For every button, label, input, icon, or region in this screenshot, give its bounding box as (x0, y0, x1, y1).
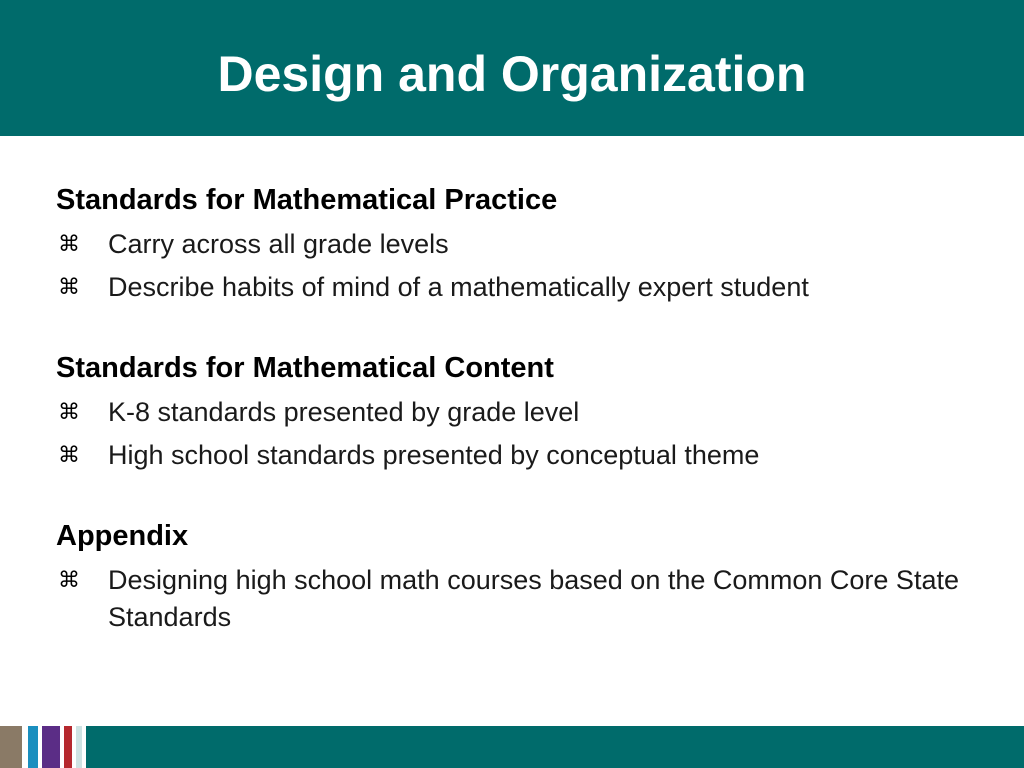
command-bullet-icon: ⌘ (58, 400, 80, 425)
decorative-stripe (28, 726, 38, 768)
bullet-text: Describe habits of mind of a mathematically expert student (108, 272, 809, 302)
command-bullet-icon: ⌘ (58, 275, 80, 300)
section-content (56, 348, 976, 474)
bullet-item (56, 394, 976, 431)
bullet-item (56, 437, 976, 474)
section-heading: Standards for Mathematical Practice (56, 184, 558, 216)
command-bullet-icon: ⌘ (58, 568, 80, 593)
decorative-stripe (42, 726, 60, 768)
section-practice (56, 180, 976, 306)
section-heading: Appendix (56, 520, 189, 552)
decorative-stripe (82, 726, 86, 768)
command-bullet-icon: ⌘ (58, 443, 80, 468)
slide-content (56, 180, 976, 678)
bullet-text: K-8 standards presented by grade level (108, 397, 580, 427)
bullet-text: Carry across all grade levels (108, 229, 449, 259)
bullet-item (56, 226, 976, 263)
section-appendix (56, 516, 976, 636)
slide-title: Design and Organization (217, 46, 807, 102)
decorative-stripes (0, 726, 112, 768)
title-bar (0, 0, 1024, 136)
bullet-text: Designing high school math courses based on the Common Core State Standards (108, 565, 959, 632)
footer-bar (0, 726, 1024, 768)
section-heading: Standards for Mathematical Content (56, 352, 554, 384)
decorative-stripe (64, 726, 72, 768)
bullet-item (56, 562, 976, 636)
decorative-stripe (0, 726, 22, 768)
bullet-item (56, 269, 976, 306)
bullet-text: High school standards presented by conceptual theme (108, 440, 760, 470)
command-bullet-icon: ⌘ (58, 232, 80, 257)
